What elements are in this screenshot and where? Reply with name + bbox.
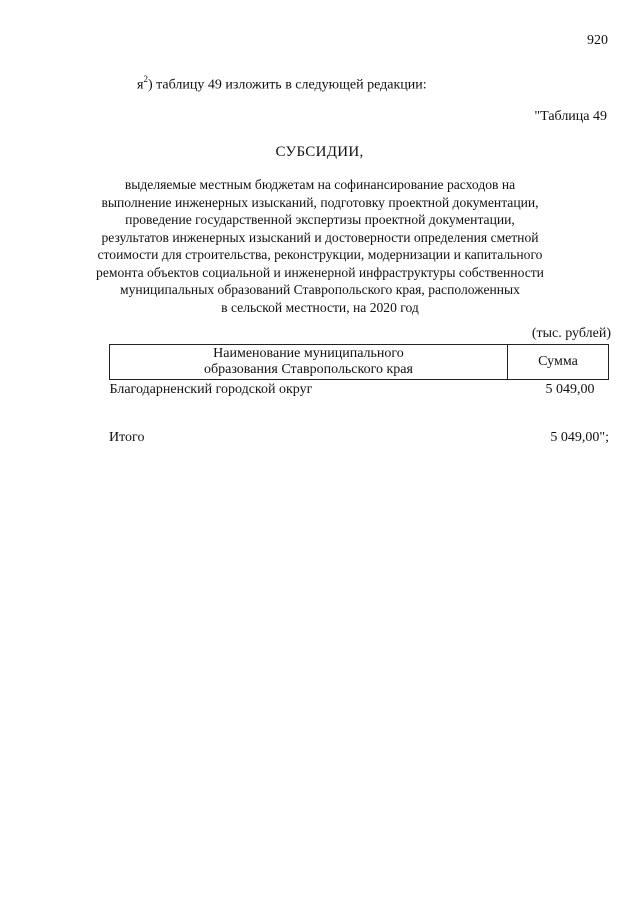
subtitle-line: результатов инженерных изысканий и достоверности определения сметной (101, 229, 539, 245)
document-title: СУБСИДИИ, (275, 144, 364, 160)
table-header-row (110, 345, 609, 380)
subtitle-line: муниципальных образований Ставропольского края, расположенных (120, 282, 520, 297)
municipality-name: Благодарненский городской округ (109, 382, 313, 397)
table-label: "Таблица 49 (534, 109, 607, 124)
column-header-sum: Сумма (508, 345, 609, 380)
total-label: Итого (109, 430, 145, 445)
subtitle-line: ремонта объектов социальной и инженерной инфраструктуры собственности (96, 264, 544, 280)
column-header-name-line: образования Ставропольского края (204, 362, 413, 377)
subtitle-line: выполнение инженерных изысканий, подготовку проектной документации, (101, 194, 539, 210)
intro-superscript: 2 (143, 74, 148, 84)
intro-paragraph (137, 75, 427, 94)
subtitle-line: проведение государственной экспертизы проектной документации, (125, 212, 515, 227)
page-number: 920 (587, 33, 608, 48)
total-value: 5 049,00"; (550, 430, 609, 445)
intro-text: ) таблицу 49 изложить в следующей редакции: (147, 77, 427, 93)
column-header-name (110, 345, 508, 380)
subtitle-line: выделяемые местным бюджетам на софинансирование расходов на (124, 177, 516, 192)
table-row (110, 380, 609, 401)
document-subtitle (90, 176, 550, 316)
subtitle-line: в сельской местности, на 2020 год (221, 299, 419, 315)
units-label: (тыс. рублей) (531, 326, 611, 341)
column-header-name-line: Наименование муниципального (213, 346, 404, 361)
subtitle-line: стоимости для строительства, реконструкции, модернизации и капитального (97, 247, 543, 262)
intro-prefix: я (137, 77, 144, 93)
subsidies-table (109, 344, 609, 400)
municipality-sum: 5 049,00 (545, 382, 595, 397)
